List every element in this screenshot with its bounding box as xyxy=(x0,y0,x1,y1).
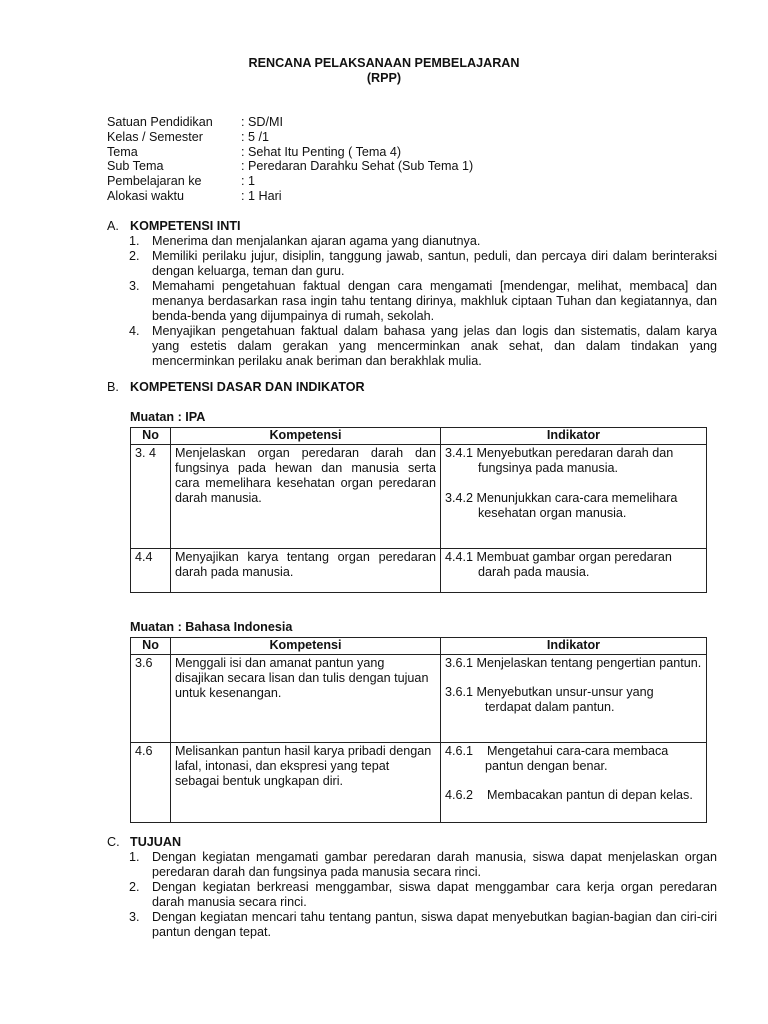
list-text: Menerima dan menjalankan ajaran agama yang dianutnya. xyxy=(152,234,481,248)
list-text: Dengan kegiatan berkreasi menggambar, siswa dapat menggambar cara kerja organ peredaran darah manusia secara rinci. xyxy=(152,880,717,909)
table-row xyxy=(131,445,707,549)
section-title: KOMPETENSI INTI xyxy=(130,219,241,233)
list-number: 1. xyxy=(129,234,140,248)
indikator-item: 3.4.2 Menunjukkan cara-cara memelihara kesehatan organ manusia. xyxy=(445,491,678,520)
cell-no: 3. 4 xyxy=(131,445,171,549)
indikator-item: 3.6.1 Menyebutkan unsur-unsur yang terdapat dalam pantun. xyxy=(445,685,654,714)
list-item xyxy=(107,249,717,279)
indikator-item: 4.4.1 Membuat gambar organ peredaran darah pada mausia. xyxy=(445,550,672,579)
list-number: 4. xyxy=(129,324,140,338)
identity-value: : 5 /1 xyxy=(241,129,270,144)
section-kompetensi-inti xyxy=(107,219,717,369)
title-line-2: (RPP) xyxy=(366,71,402,85)
table-header-row xyxy=(131,428,707,445)
table-header-row xyxy=(131,638,707,655)
identity-value: : Sehat Itu Penting ( Tema 4) xyxy=(241,144,402,159)
section-letter: A. xyxy=(107,219,119,233)
list-item xyxy=(107,910,717,940)
list-number: 2. xyxy=(129,249,140,263)
cell-kompetensi: Melisankan pantun hasil karya pribadi dengan lafal, intonasi, dan ekspresi yang tepat sebagai bentuk ungkapan diri. xyxy=(171,743,441,823)
section-title: KOMPETENSI DASAR DAN INDIKATOR xyxy=(130,380,365,394)
header-no: No xyxy=(131,638,171,655)
section-heading xyxy=(107,380,717,395)
section-letter: B. xyxy=(107,380,119,394)
identity-value: : 1 xyxy=(241,174,256,189)
section-heading xyxy=(107,835,717,850)
cell-kompetensi: Menggali isi dan amanat pantun yang disajikan secara lisan dan tulis dengan tujuan untuk kesenangan. xyxy=(171,655,441,743)
table-row xyxy=(131,549,707,593)
indikator-item: 4.6.1 Mengetahui cara-cara membaca pantun dengan benar. xyxy=(445,744,672,773)
table-row xyxy=(131,743,707,823)
list-text: Dengan kegiatan mengamati gambar peredaran darah manusia, siswa dapat menjelaskan organ peredaran darah dan fungsinya pada manusia secara rinci. xyxy=(152,850,717,879)
section-letter: C. xyxy=(107,835,120,849)
list-number: 1. xyxy=(129,850,140,864)
identity-label: Tema xyxy=(107,144,138,159)
cell-indikator xyxy=(441,549,707,593)
header-kompetensi: Kompetensi xyxy=(171,428,441,445)
cell-no: 3.6 xyxy=(131,655,171,743)
cell-indikator xyxy=(441,445,707,549)
cell-kompetensi: Menjelaskan organ peredaran darah dan fungsinya pada hewan dan manusia serta cara memelihara kesehatan organ peredaran darah manusia. xyxy=(171,445,441,549)
list-text: Memahami pengetahuan faktual dengan cara mengamati [mendengar, melihat, membaca] dan menanya berdasarkan rasa ingin tahu tentang dirinya, makhluk ciptaan Tuhan dan kegiatannya, dan benda-benda yang dijumpainya di rumah, sekolah. xyxy=(152,279,717,323)
list-item xyxy=(107,234,717,249)
section-heading xyxy=(107,219,717,234)
identity-label: Kelas / Semester xyxy=(107,129,203,144)
indikator-item: 3.6.1 Menjelaskan tentang pengertian pantun. xyxy=(445,656,702,670)
muatan-bi-title: Muatan : Bahasa Indonesia xyxy=(130,620,293,634)
list-item xyxy=(107,279,717,324)
list-text: Dengan kegiatan mencari tahu tentang pantun, siswa dapat menyebutkan bagian-bagian dan ciri-ciri pantun dengan tepat. xyxy=(152,910,717,939)
list-text: Memiliki perilaku jujur, disiplin, tanggung jawab, santun, peduli, dan percaya diri dalam berinteraksi dengan keluarga, teman dan guru. xyxy=(152,249,717,278)
list-number: 3. xyxy=(129,910,140,924)
cell-no: 4.6 xyxy=(131,743,171,823)
identity-label: Sub Tema xyxy=(107,159,164,174)
header-kompetensi: Kompetensi xyxy=(171,638,441,655)
identity-label: Pembelajaran ke xyxy=(107,174,202,189)
list-item xyxy=(107,880,717,910)
section-kompetensi-dasar xyxy=(107,380,717,395)
bahasa-indonesia-table xyxy=(130,637,707,823)
identity-value: : Peredaran Darahku Sehat (Sub Tema 1) xyxy=(241,159,474,174)
title-line-1: RENCANA PELAKSANAAN PEMBELAJARAN xyxy=(248,56,520,70)
kompetensi-inti-list xyxy=(107,234,717,369)
ipa-table xyxy=(130,427,707,593)
cell-indikator xyxy=(441,743,707,823)
identity-value: : 1 Hari xyxy=(241,188,282,203)
identity-value: : SD/MI xyxy=(241,115,283,129)
list-text: Menyajikan pengetahuan faktual dalam bahasa yang jelas dan logis dan sistematis, dalam karya yang estetis dalam gerakan yang mencerminkan anak sehat, dan dalam tindakan yang mencerminkan perilaku anak beriman dan berakhlak mulia. xyxy=(152,324,717,368)
identity-label: Alokasi waktu xyxy=(107,188,184,203)
list-number: 2. xyxy=(129,880,140,894)
header-indikator: Indikator xyxy=(441,638,707,655)
header-no: No xyxy=(131,428,171,445)
header-indikator: Indikator xyxy=(441,428,707,445)
cell-no: 4.4 xyxy=(131,549,171,593)
cell-indikator xyxy=(441,655,707,743)
cell-kompetensi: Menyajikan karya tentang organ peredaran darah pada manusia. xyxy=(171,549,441,593)
indikator-item: 3.4.1 Menyebutkan peredaran darah dan fungsinya pada manusia. xyxy=(445,446,674,475)
identity-label: Satuan Pendidikan xyxy=(107,115,213,129)
section-tujuan xyxy=(107,835,717,940)
section-title: TUJUAN xyxy=(130,835,182,849)
document-title xyxy=(0,56,768,86)
list-item xyxy=(107,324,717,369)
list-number: 3. xyxy=(129,279,140,293)
tujuan-list xyxy=(107,850,717,940)
muatan-ipa-title: Muatan : IPA xyxy=(130,410,206,424)
table-row xyxy=(131,655,707,743)
indikator-item: 4.6.2 Membacakan pantun di depan kelas. xyxy=(445,788,693,802)
list-item xyxy=(107,850,717,880)
